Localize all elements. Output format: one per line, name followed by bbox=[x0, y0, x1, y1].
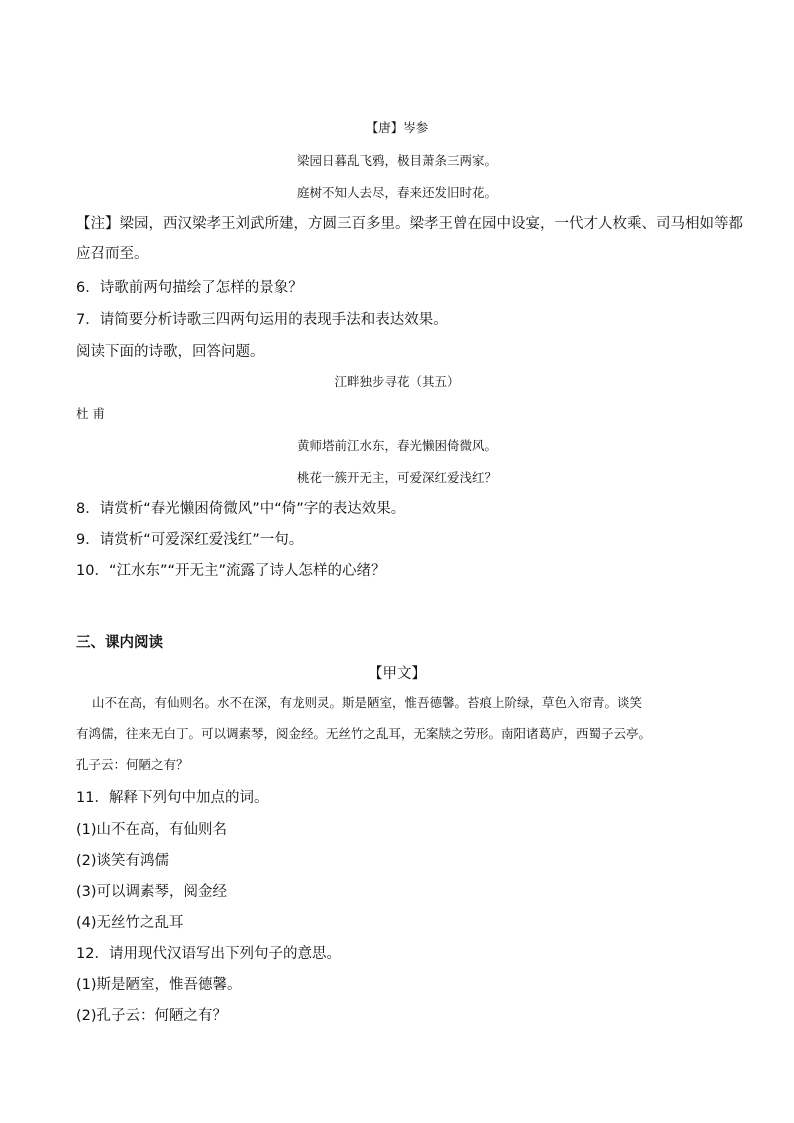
poem1-note-line1: 【注】梁园，西汉梁孝王刘武所建，方圆三百多里。梁孝王曾在园中设宴，一代才人枚乘、司马相如等都 bbox=[76, 216, 743, 232]
question-10: 10．“江水东”“开无主”流露了诗人怎样的心绪？ bbox=[76, 563, 386, 579]
question-11-4: (4)无丝竹之乱耳 bbox=[76, 915, 184, 931]
question-11-1: (1)山不在高，有仙则名 bbox=[76, 822, 228, 838]
poem1-author: 【唐】岑参 bbox=[365, 120, 429, 135]
question-12-1: (1)斯是陋室，惟吾德馨。 bbox=[76, 977, 242, 993]
question-12: 12．请用现代汉语写出下列句子的意思。 bbox=[76, 946, 341, 962]
poem2-intro: 阅读下面的诗歌，回答问题。 bbox=[76, 344, 265, 360]
poem2-author: 杜 甫 bbox=[76, 406, 105, 421]
question-7: 7．请简要分析诗歌三四两句运用的表现手法和表达效果。 bbox=[76, 312, 448, 328]
passage-line3: 孔子云：何陋之有？ bbox=[76, 757, 189, 772]
question-11-3: (3)可以调素琴，阅金经 bbox=[76, 884, 228, 900]
passage-line2: 有鸿儒，往来无白丁。可以调素琴，阅金经。无丝竹之乱耳，无案牍之劳形。南阳诸葛庐，西蜀子云亭。 bbox=[76, 726, 652, 741]
question-9: 9．请赏析“可爱深红爱浅红”一句。 bbox=[76, 532, 304, 548]
jia-wen-label: 【甲文】 bbox=[368, 666, 426, 682]
poem1-note-line2: 应召而至。 bbox=[76, 246, 149, 262]
poem1-line1: 梁园日暮乱飞鸦，极目萧条三两家。 bbox=[296, 153, 497, 168]
poem1-line2: 庭树不知人去尽，春来还发旧时花。 bbox=[296, 185, 497, 200]
question-11-2: (2)谈笑有鸿儒 bbox=[76, 853, 170, 869]
section-heading: 三、课内阅读 bbox=[76, 635, 163, 651]
question-8: 8．请赏析“春光懒困倚微风”中“倚”字的表达效果。 bbox=[76, 501, 406, 517]
passage-line1: 山不在高，有仙则名。水不在深，有龙则灵。斯是陋室，惟吾德馨。苔痕上阶绿，草色入帘青。谈笑 bbox=[92, 695, 643, 710]
poem2-title: 江畔独步寻花（其五） bbox=[334, 374, 460, 389]
question-6: 6．诗歌前两句描绘了怎样的景象？ bbox=[76, 280, 303, 296]
question-12-2: (2)孔子云：何陋之有？ bbox=[76, 1008, 228, 1024]
poem2-line1: 黄师塔前江水东，春光懒困倚微风。 bbox=[296, 438, 497, 453]
poem2-line2: 桃花一簇开无主，可爱深红爱浅红？ bbox=[296, 470, 497, 485]
question-11: 11．解释下列句中加点的词。 bbox=[76, 790, 269, 806]
